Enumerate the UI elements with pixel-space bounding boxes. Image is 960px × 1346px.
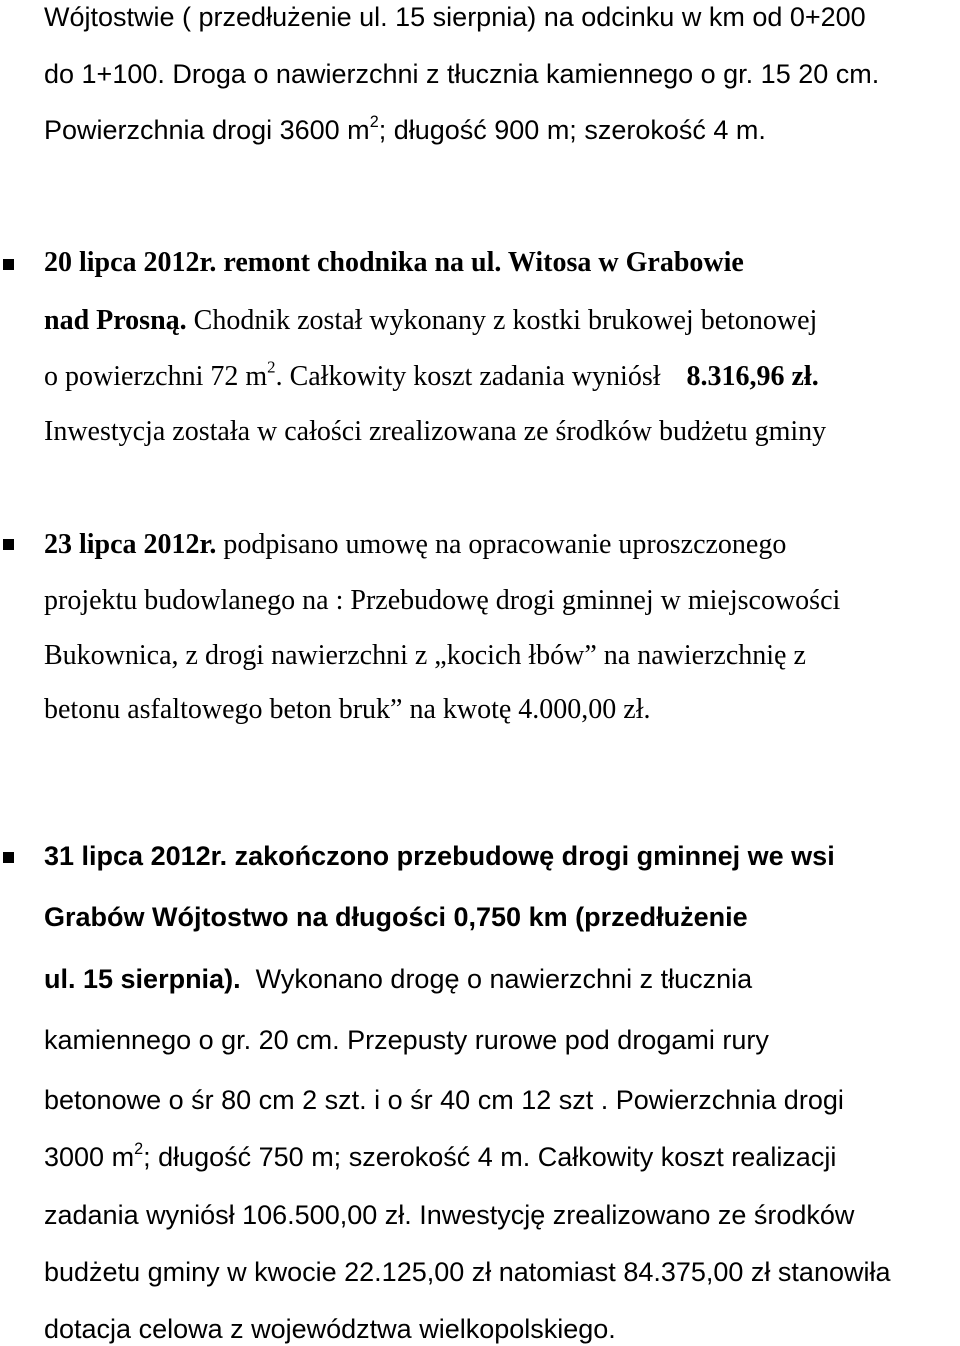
paragraph-line: do 1+100. Droga o nawierzchni z tłucznia kamiennego o gr. 15 20 cm. <box>44 59 880 89</box>
paragraph-line <box>44 357 819 393</box>
text-run: podpisano umowę na opracowanie uproszczonego <box>216 529 787 560</box>
paragraph-line <box>44 529 786 561</box>
superscript: 2 <box>267 357 276 377</box>
cost-amount: 8.316,96 zł. <box>686 361 819 392</box>
paragraph-line: betonowe o śr 80 cm 2 szt. i o śr 40 cm 12 szt . Powierzchnia drogi <box>44 1085 844 1115</box>
text-run: 3000 m <box>44 1142 135 1172</box>
text-run: ; długość 900 m; szerokość 4 m. <box>378 115 766 145</box>
paragraph-line: dotacja celowa z województwa wielkopolskiego. <box>44 1314 616 1344</box>
item-heading: Grabów Wójtostwo na długości 0,750 km (przedłużenie <box>44 902 748 932</box>
item-heading: 31 lipca 2012r. zakończono przebudowę drogi gminnej we wsi <box>44 841 835 871</box>
superscript: 2 <box>134 1139 144 1158</box>
square-bullet-icon <box>3 852 14 863</box>
square-bullet-icon <box>3 259 14 270</box>
paragraph-line: Inwestycja została w całości zrealizowana ze środków budżetu gminy <box>44 416 827 447</box>
paragraph-line: betonu asfaltowego beton bruk” na kwotę 4.000,00 zł. <box>44 694 651 725</box>
paragraph-line: Bukownica, z drogi nawierzchni z „kocich łbów” na nawierzchnię z <box>44 640 806 671</box>
square-bullet-icon <box>3 539 14 550</box>
text-run-bold: ul. 15 sierpnia). <box>44 964 241 994</box>
item-heading: 20 lipca 2012r. remont chodnika na ul. Witosa w Grabowie <box>44 247 744 278</box>
paragraph-line <box>44 1139 837 1173</box>
text-run: Chodnik został wykonany z kostki brukowej betonowej <box>186 305 818 336</box>
paragraph-line <box>44 112 766 146</box>
paragraph-line: projektu budowlanego na : Przebudowę drogi gminnej w miejscowości <box>44 585 841 616</box>
text-run: o powierzchni 72 m <box>44 361 268 392</box>
text-run: ; długość 750 m; szerokość 4 m. Całkowity koszt realizacji <box>143 1142 837 1172</box>
paragraph-line <box>44 305 817 337</box>
text-run: Powierzchnia drogi 3600 m <box>44 115 370 145</box>
superscript: 2 <box>369 112 379 131</box>
paragraph-line <box>44 964 752 995</box>
text-run-bold: 23 lipca 2012r. <box>44 529 217 560</box>
text-run-bold: nad Prosną. <box>44 305 187 336</box>
paragraph-line: Wójtostwie ( przedłużenie ul. 15 sierpnia) na odcinku w km od 0+200 <box>44 2 866 32</box>
text-run: . Całkowity koszt zadania wyniósł <box>275 361 661 392</box>
paragraph-line: kamiennego o gr. 20 cm. Przepusty rurowe pod drogami rury <box>44 1025 769 1055</box>
paragraph-line: budżetu gminy w kwocie 22.125,00 zł natomiast 84.375,00 zł stanowiła <box>44 1257 891 1287</box>
text-run: Wykonano drogę o nawierzchni z tłucznia <box>255 964 753 994</box>
paragraph-line: zadania wyniósł 106.500,00 zł. Inwestycję zrealizowano ze środków <box>44 1200 855 1230</box>
